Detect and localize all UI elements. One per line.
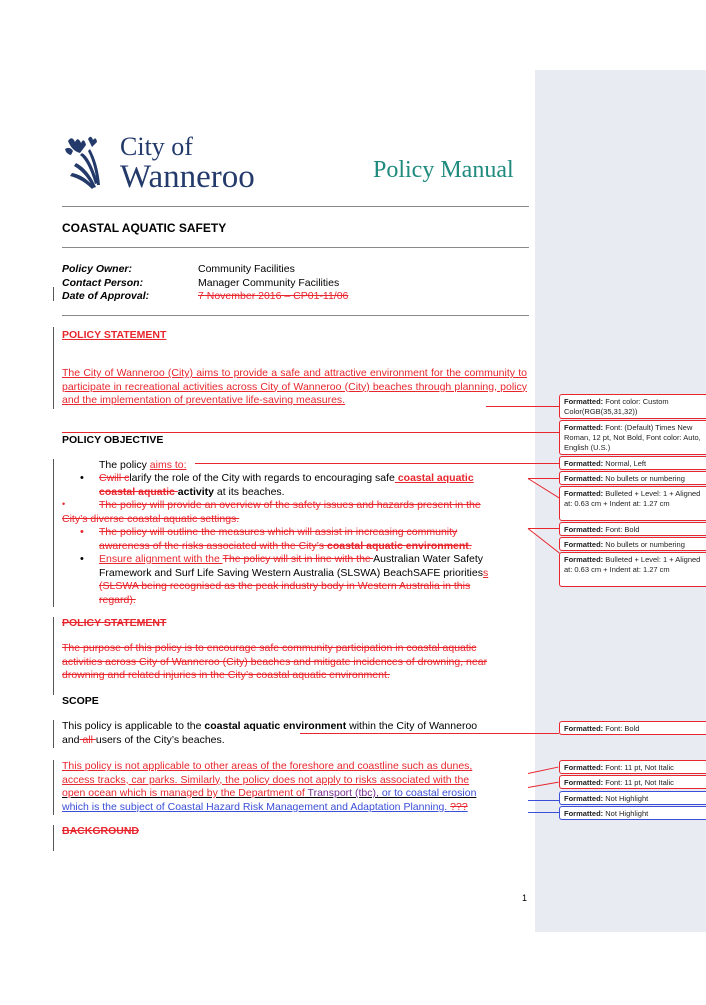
comment-connector (62, 432, 559, 433)
comment-balloon[interactable]: Formatted: Not Highlight (559, 791, 706, 805)
objective-bullet-3: Ensure alignment with the The policy will sit in line with the Australian Water Safety Framework and Surf Life Saving Western Australia (SLSWA) BeachSAFE prioritiess (SLSWA being recognised as the peak industry body in Western Australia in this regard). (99, 553, 489, 606)
objective-deleted-paragraph: The policy will provide an overview of the safety issues and hazards present in the City’s diverse coastal aquatic settings. (62, 499, 481, 525)
background-heading: BACKGROUND (62, 825, 139, 837)
scope-heading: SCOPE (62, 695, 99, 707)
objective-bullet-2: The policy will outline the measures which will assist in increasing community awareness of the risks associated with the City’s coastal aquatic environment. (99, 526, 472, 552)
comment-balloon[interactable]: Formatted: Font: Bold (559, 522, 706, 536)
comment-balloon[interactable]: Formatted: No bullets or numbering (559, 471, 706, 485)
divider (62, 206, 529, 207)
comment-balloon[interactable]: Formatted: Font: (Default) Times New Roman, 12 pt, Not Bold, Font color: Auto, English (U.S.) (559, 420, 706, 455)
comment-connector (486, 406, 560, 407)
city-logo (62, 133, 272, 195)
divider (62, 315, 529, 316)
objective-bullet-1: Cwill clarify the role of the City with regards to encouraging safe coastal aquatic coastal aquatic activity at its beaches. (99, 472, 474, 498)
logo-wanneroo: Wanneroo (120, 159, 255, 195)
divider (62, 247, 529, 248)
comment-connector (195, 463, 560, 464)
scope-paragraph-2: This policy is not applicable to other areas of the foreshore and coastline such as dunes, access tracks, car parks. Similarly, the policy does not apply to risks associated with the open ocean which is managed by the Department of Transport (tbc), or to coastal erosion which is the subject of Coastal Hazard Risk Management and Adaptation Planning. ??? (62, 760, 477, 813)
logo-city-of: City of (120, 132, 193, 161)
comment-connector (528, 478, 559, 479)
flower-emblem-icon (62, 133, 118, 193)
policy-objective-heading: POLICY OBJECTIVE (62, 434, 164, 446)
contact-label: Contact Person: (62, 276, 144, 289)
comment-connector (528, 812, 559, 813)
page-number: 1 (522, 893, 528, 903)
policy-statement-heading: POLICY STATEMENT (62, 329, 167, 341)
comment-balloon[interactable]: Formatted: Font color: Custom Color(RGB(35,31,32)) (559, 394, 706, 419)
policy-title: COASTAL AQUATIC SAFETY (62, 221, 227, 235)
bullet-icon: • (80, 526, 84, 538)
change-bar (53, 287, 54, 301)
manual-title: Policy Manual (373, 157, 514, 183)
comment-balloon[interactable]: Formatted: Bulleted + Level: 1 + Aligned at: 0.63 cm + Indent at: 1.27 cm (559, 552, 706, 587)
policy-statement-text: The City of Wanneroo (City) aims to provide a safe and attractive environment for the community to participate in recreational activities across City of Wanneroo (City) beaches through planning, policy and the implementation of preventative life-saving measures. (62, 367, 527, 407)
owner-value: Community Facilities (198, 263, 295, 275)
change-bar (53, 825, 54, 851)
approval-value: 7 November 2016 – CP01-11/06 (198, 290, 349, 303)
policy-meta (62, 263, 532, 304)
contact-value: Manager Community Facilities (198, 276, 340, 289)
change-bar (53, 760, 54, 815)
comment-balloon[interactable]: Formatted: Font: 11 pt, Not Italic (559, 760, 706, 774)
scope-paragraph-1: This policy is applicable to the coastal aquatic environment within the City of Wanneroo and all users of the City’s beaches. (62, 720, 478, 746)
objective-intro: The policy aims to: (99, 459, 187, 471)
change-bar (53, 617, 54, 695)
comment-balloon[interactable]: Formatted: Font: Bold (559, 721, 706, 735)
owner-label: Policy Owner: (62, 263, 133, 275)
comment-balloon[interactable]: Formatted: Font: 11 pt, Not Italic (559, 775, 706, 789)
comment-balloon[interactable]: Formatted: No bullets or numbering (559, 537, 706, 551)
comment-connector (300, 733, 559, 734)
comment-balloon[interactable]: Formatted: Normal, Left (559, 456, 706, 470)
bullet-icon: • (80, 472, 84, 484)
comment-balloon[interactable]: Formatted: Not Highlight (559, 806, 706, 820)
policy-statement-2-heading: POLICY STATEMENT (62, 617, 167, 629)
comment-connector (528, 528, 559, 529)
bullet-icon: • (80, 553, 84, 565)
approval-label: Date of Approval: (62, 290, 150, 303)
bullet-icon: • (62, 499, 66, 509)
policy-statement-2-text: The purpose of this policy is to encourage safe community participation in coastal aquatic activities across City of Wanneroo (City) beaches and mitigate incidences of drowning, near drowning and related injuries in the City’s coastal aquatic environment. (62, 642, 488, 682)
change-bar (53, 327, 54, 409)
comment-connector (528, 800, 559, 801)
change-bar (53, 459, 54, 607)
comment-balloon[interactable]: Formatted: Bulleted + Level: 1 + Aligned at: 0.63 cm + Indent at: 1.27 cm (559, 486, 706, 521)
change-bar (53, 720, 54, 748)
